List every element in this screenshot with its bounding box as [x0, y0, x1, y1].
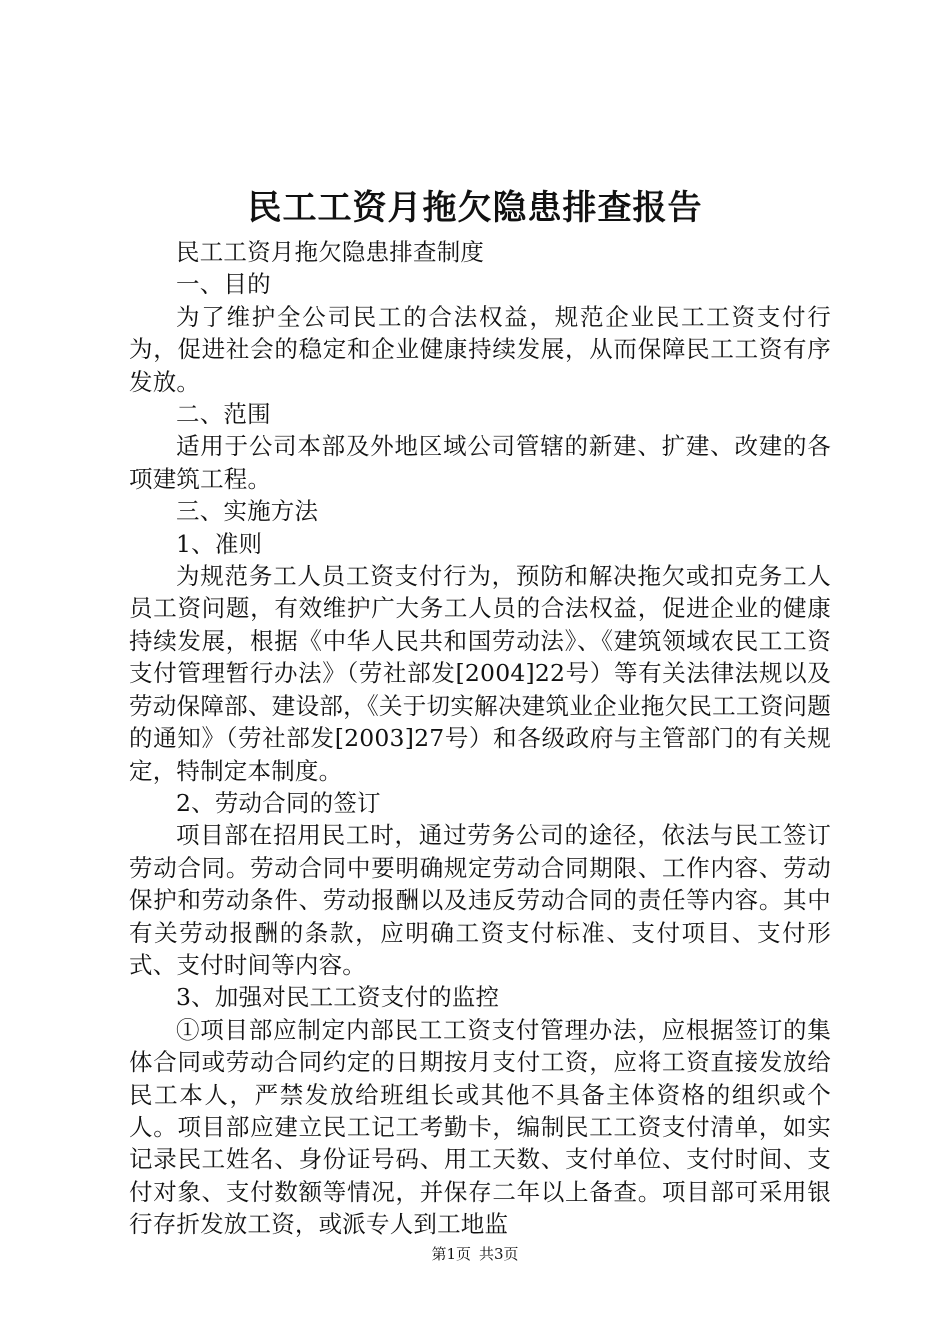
- subsection-heading: 2、劳动合同的签订: [176, 788, 381, 817]
- body-paragraph: 适用于公司本部及外地区域公司管辖的新建、扩建、改建的各项建筑工程。: [129, 432, 831, 493]
- section-heading: 一、目的: [176, 270, 271, 299]
- body-paragraph: 项目部在招用民工时，通过劳务公司的途径，依法与民工签订劳动合同。劳动合同中要明确规定劳动合同期限、工作内容、劳动保护和劳动条件、劳动报酬以及违反劳动合同的责任等内容。其中有关劳动报酬的条款，应明确工资支付标准、支付项目、支付形式、支付时间等内容。: [129, 821, 831, 979]
- page-total: 共3页: [479, 1245, 519, 1263]
- body-paragraph: 为规范务工人员工资支付行为，预防和解决拖欠或扣克务工人员工资问题，有效维护广大务工人员的合法权益，促进企业的健康持续发展，根据《中华人民共和国劳动法》、《建筑领域农民工工资支付管理暂行办法》（劳社部发[2004]22号）等有关法律法规以及劳动保障部、建设部，《关于切实解决建筑业企业拖欠民工工资问题的通知》（劳社部发[2003]27号）和各级政府与主管部门的有关规定，特制定本制度。: [129, 562, 831, 785]
- body-paragraph: 为了维护全公司民工的合法权益，规范企业民工工资支付行为，促进社会的稳定和企业健康持续发展，从而保障民工工资有序发放。: [129, 302, 831, 396]
- subsection-heading: 1、准则: [176, 529, 263, 558]
- section-heading: 三、实施方法: [176, 497, 319, 526]
- page-footer: [0, 1244, 950, 1264]
- page-number: 第1页: [431, 1245, 471, 1263]
- section-heading: 二、范围: [176, 400, 271, 429]
- document-title: 民工工资月拖欠隐患排查报告: [247, 188, 703, 228]
- body-paragraph: ①项目部应制定内部民工工资支付管理办法，应根据签订的集体合同或劳动合同约定的日期按月支付工资，应将工资直接发放给民工本人，严禁发放给班组长或其他不具备主体资格的组织或个人。项目部应建立民工记工考勤卡，编制民工工资支付清单，如实记录民工姓名、身份证号码、用工天数、支付单位、支付时间、支付对象、支付数额等情况，并保存二年以上备查。项目部可采用银行存折发放工资，或派专人到工地监: [129, 1015, 831, 1239]
- document-body: [129, 236, 831, 1241]
- subsection-heading: 3、加强对民工工资支付的监控: [176, 983, 500, 1012]
- subtitle-paragraph: 民工工资月拖欠隐患排查制度: [176, 238, 485, 266]
